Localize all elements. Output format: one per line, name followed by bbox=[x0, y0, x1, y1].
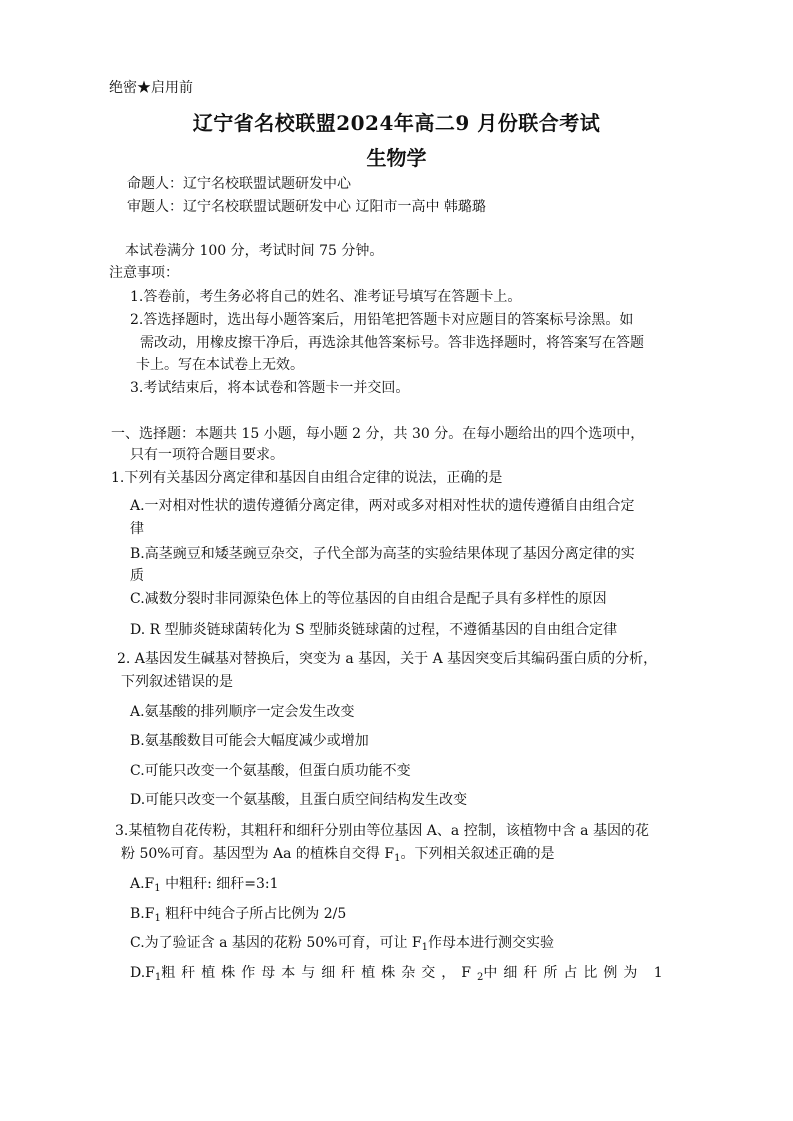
q1-option-a-line-2: 律 bbox=[130, 521, 144, 537]
q1-option-b-line-1: B.高茎豌豆和矮茎豌豆杂交，子代全部为高茎的实验结果体现了基因分离定律的实 bbox=[130, 546, 635, 562]
q1-option-c: C.减数分裂时非同源染色体上的等位基因的自由组合是配子具有多样性的原因 bbox=[130, 591, 607, 607]
score-time-line: 本试卷满分 100 分，考试时间 75 分钟。 bbox=[125, 243, 384, 259]
q1-option-d: D. R 型肺炎链球菌转化为 S 型肺炎链球菌的过程，不遵循基因的自由组合定律 bbox=[130, 622, 618, 638]
q2-option-a: A.氨基酸的排列顺序一定会发生改变 bbox=[130, 704, 355, 720]
q3-stem-line-1: 3.某植物自花传粉，其粗秆和细秆分别由等位基因 A、a 控制，该植物中含 a 基因的花 bbox=[115, 823, 649, 839]
proposer-line: 命题人：辽宁名校联盟试题研发中心 bbox=[127, 176, 351, 192]
section-1-heading-line-2: 只有一项符合题目要求。 bbox=[130, 447, 284, 463]
q2-stem-line-1: 2. A基因发生碱基对替换后，突变为 a 基因，关于 A 基因突变后其编码蛋白质的分析， bbox=[117, 651, 658, 667]
note-3: 3.考试结束后，将本试卷和答题卡一并交回。 bbox=[130, 380, 410, 396]
q2-option-b: B.氨基酸数目可能会大幅度减少或增加 bbox=[130, 733, 369, 749]
q3-option-b: $B.F_1$ 粗秆中纯合子所占比例为 2/5 bbox=[130, 906, 347, 924]
reviewer-line: 审题人：辽宁名校联盟试题研发中心 辽阳市一高中 韩璐璐 bbox=[127, 199, 486, 215]
q3-option-d: $D.F_1$粗秆植株作母本与细秆植株杂交，$F_2$中细秆所占比例为 1 bbox=[130, 965, 669, 983]
section-1-heading-line-1: 一、选择题：本题共 15 小题，每小题 2 分，共 30 分。在每小题给出的四个选项中， bbox=[111, 426, 645, 442]
q2-stem-line-2: 下列叙述错误的是 bbox=[121, 674, 233, 690]
q3-option-a: $A.F_1$ 中粗秆: 细秆=3:1 bbox=[130, 876, 279, 894]
q3-option-c: C.为了验证含 a 基因的花粉 50%可育，可让 $F_1$作母本进行测交实验 bbox=[130, 935, 555, 953]
q2-option-c: C.可能只改变一个氨基酸，但蛋白质功能不变 bbox=[130, 763, 411, 779]
note-2-line-1: 2.答选择题时，选出每小题答案后，用铅笔把答题卡对应题目的答案标号涂黑。如 bbox=[130, 312, 634, 328]
note-2-line-2: 需改动，用橡皮擦干净后，再选涂其他答案标号。答非选择题时，将答案写在答题 bbox=[140, 335, 644, 351]
q1-option-a-line-1: A.一对相对性状的遗传遵循分离定律，两对或多对相对性状的遗传遵循自由组合定 bbox=[130, 498, 635, 514]
exam-title: 辽宁省名校联盟2024年高二9 月份联合考试 bbox=[192, 111, 601, 135]
q1-option-b-line-2: 质 bbox=[130, 568, 144, 584]
note-2-line-3: 卡上。写在本试卷上无效。 bbox=[136, 357, 304, 373]
notes-title: 注意事项： bbox=[109, 265, 179, 281]
q3-stem-line-2: 粉 50%可育。基因型为 Aa 的植株自交得 $F_1$。下列相关叙述正确的是 bbox=[121, 846, 555, 864]
subject-title: 生物学 bbox=[366, 146, 427, 170]
q2-option-d: D.可能只改变一个氨基酸，且蛋白质空间结构发生改变 bbox=[130, 792, 468, 808]
confidential-label: 绝密★启用前 bbox=[109, 80, 193, 96]
note-1: 1.答卷前，考生务必将自己的姓名、准考证号填写在答题卡上。 bbox=[130, 289, 522, 305]
q1-stem: 1.下列有关基因分离定律和基因自由组合定律的说法，正确的是 bbox=[111, 470, 503, 486]
